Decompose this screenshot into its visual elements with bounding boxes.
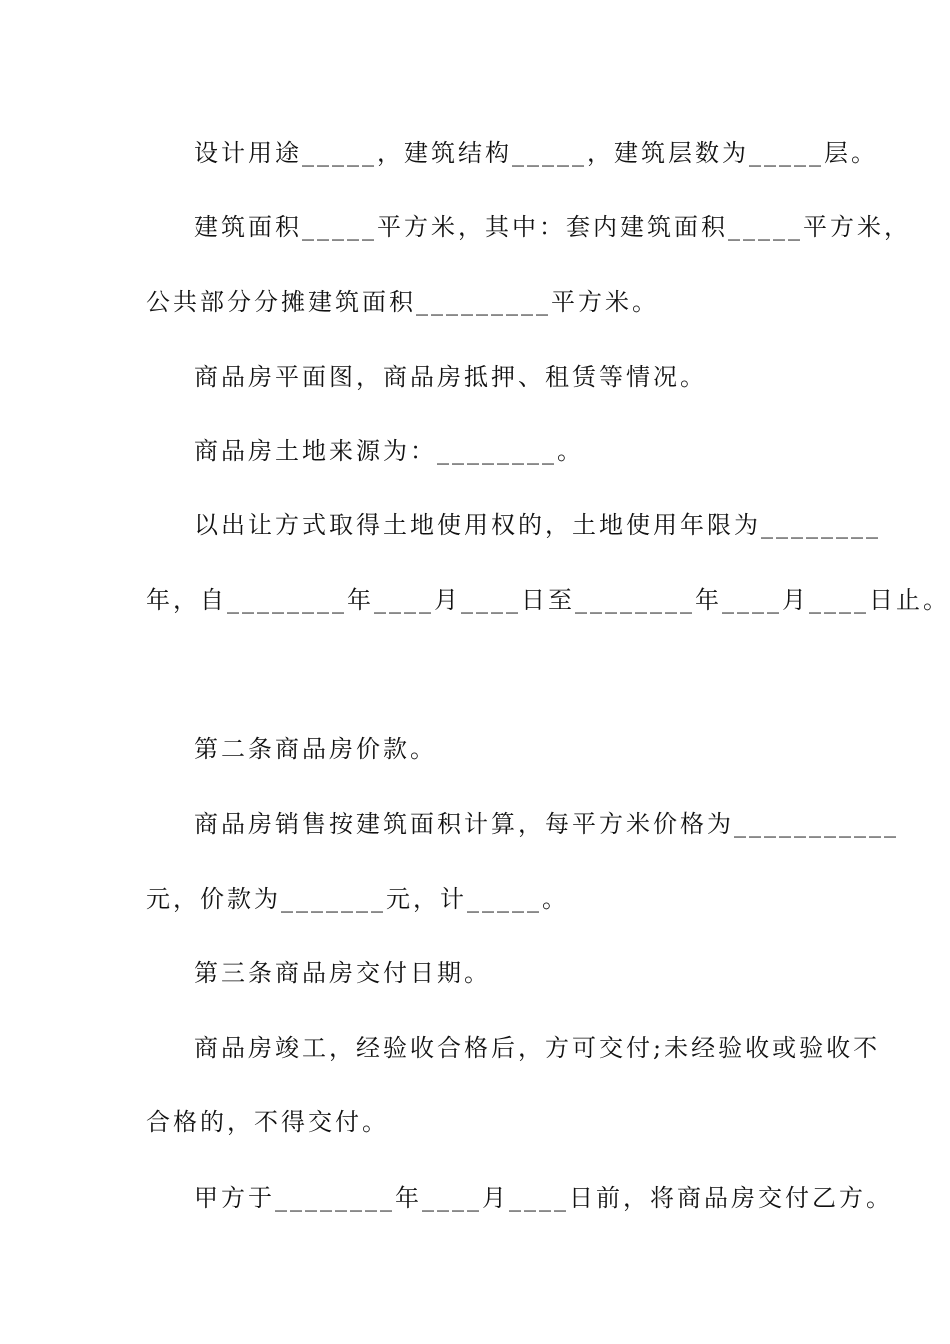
paragraph-line-5: 商品房土地来源为：________。	[194, 437, 584, 465]
paragraph-line-4: 商品房平面图，商品房抵押、租赁等情况。	[194, 363, 707, 391]
paragraph-line-6: 以出让方式取得土地使用权的，土地使用年限为________	[194, 511, 881, 539]
paragraph-line-10: 商品房竣工，经验收合格后，方可交付;未经验收或验收不	[194, 1034, 881, 1062]
paragraph-line-11: 合格的，不得交付。	[146, 1108, 389, 1136]
section-heading-price: 第二条商品房价款。	[194, 735, 437, 763]
section-heading-delivery: 第三条商品房交付日期。	[194, 959, 491, 987]
paragraph-line-3: 公共部分分摊建筑面积_________平方米。	[146, 288, 659, 316]
paragraph-line-8: 商品房销售按建筑面积计算，每平方米价格为___________	[194, 810, 899, 838]
paragraph-line-1: 设计用途_____，建筑结构_____，建筑层数为_____层。	[194, 139, 878, 167]
paragraph-line-12: 甲方于________年____月____日前，将商品房交付乙方。	[194, 1184, 893, 1212]
paragraph-line-2: 建筑面积_____平方米，其中：套内建筑面积_____平方米，	[194, 213, 911, 241]
paragraph-line-7: 年，自________年____月____日至________年____月____日止。	[146, 586, 950, 614]
paragraph-line-9: 元，价款为_______元，计_____。	[146, 885, 569, 913]
